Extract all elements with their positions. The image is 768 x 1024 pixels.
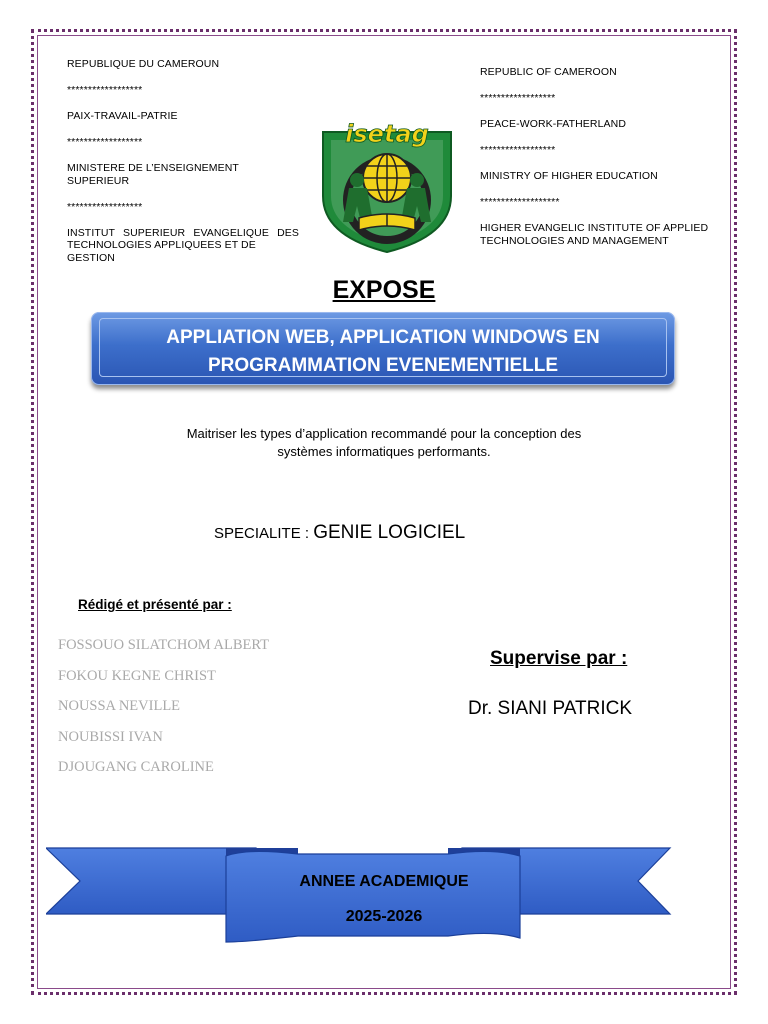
- academic-year-value: 2025-2026: [345, 908, 423, 925]
- specialty-label: SPECIALITE :: [214, 525, 314, 542]
- authors-list: [58, 637, 269, 790]
- country-name: REPUBLIQUE DU CAMEROUN: [67, 58, 220, 70]
- institute-name-line1: HIGHER EVANGELIC INSTITUTE OF APPLIED: [480, 222, 709, 234]
- header-french: [67, 58, 299, 264]
- specialty: [214, 522, 465, 544]
- country-name: REPUBLIC OF CAMEROON: [480, 66, 617, 78]
- title-line1: APPLIATION WEB, APPLICATION WINDOWS EN: [166, 327, 600, 348]
- institute-name-line2: TECHNOLOGIES APPLIQUEES ET DE GESTION: [67, 239, 256, 264]
- title-line2: PROGRAMMATION EVENEMENTIELLE: [207, 355, 559, 376]
- author-name: NOUBISSI IVAN: [58, 728, 163, 745]
- description-line1: Maitriser les types d’application recommandé pour la conception des: [186, 426, 582, 441]
- institution-logo-icon: [313, 118, 461, 256]
- academic-year-label: ANNEE ACADEMIQUE: [299, 873, 469, 890]
- separator: ******************: [480, 92, 556, 104]
- ministry-name: MINISTRY OF HIGHER EDUCATION: [480, 170, 658, 182]
- national-motto: PAIX-TRAVAIL-PATRIE: [67, 110, 178, 122]
- author-name: FOKOU KEGNE CHRIST: [58, 667, 216, 684]
- separator: ******************: [480, 144, 556, 156]
- title-banner: [91, 312, 675, 385]
- ministry-name: MINISTERE DE L’ENSEIGNEMENT SUPERIEUR: [67, 162, 239, 187]
- academic-year-ribbon: [46, 842, 672, 948]
- author-name: NOUSSA NEVILLE: [58, 698, 181, 714]
- separator: ******************: [67, 200, 143, 213]
- logo-text: isetag: [345, 120, 429, 148]
- document-heading: EXPOSE: [332, 276, 436, 304]
- authors-label: Rédigé et présenté par :: [78, 597, 232, 612]
- header-english: [480, 66, 720, 247]
- national-motto: PEACE-WORK-FATHERLAND: [480, 118, 627, 130]
- author-name: DJOUGANG CAROLINE: [58, 759, 214, 775]
- supervisor-label: Supervise par :: [490, 648, 628, 669]
- specialty-value: GENIE LOGICIEL: [313, 522, 466, 543]
- description-line2: systèmes informatiques performants.: [277, 444, 491, 459]
- description: [0, 425, 768, 461]
- document-title: [91, 324, 675, 380]
- separator: *******************: [480, 196, 560, 208]
- supervisor-name: Dr. SIANI PATRICK: [468, 698, 632, 719]
- institute-name-line2: TECHNOLOGIES AND MANAGEMENT: [480, 234, 669, 247]
- institute-name-line1: INSTITUT SUPERIEUR EVANGELIQUE DES: [67, 226, 299, 239]
- separator: ******************: [67, 84, 143, 96]
- separator: ******************: [67, 136, 143, 148]
- author-name: FOSSOUO SILATCHOM ALBERT: [58, 637, 270, 653]
